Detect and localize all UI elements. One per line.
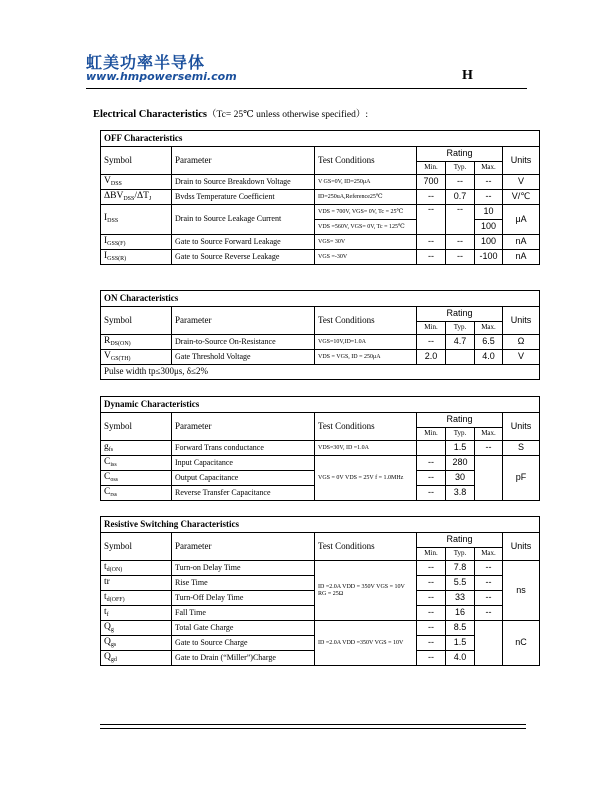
- symbol-cell: $V_{DSS}$: [101, 175, 172, 190]
- switching-characteristics-table: [100, 516, 540, 666]
- col-units: Units: [503, 147, 540, 175]
- typ-cell: 0.7: [446, 190, 475, 205]
- col-rating: Rating: [417, 307, 503, 322]
- typ-cell: --: [446, 235, 475, 250]
- min-cell: --: [417, 651, 446, 666]
- condition-cell: ID =2.0A VDD = 350V VGS = 10V RG = 25Ω: [315, 561, 417, 621]
- min-cell: --: [417, 636, 446, 651]
- col-rating: Rating: [417, 147, 503, 162]
- typ-cell: 5.5: [446, 576, 475, 591]
- symbol-cell: $C_{oss}$: [101, 471, 172, 486]
- col-symbol: Symbol: [101, 533, 172, 561]
- typ-cell: --: [446, 205, 475, 235]
- min-cell: --: [417, 471, 446, 486]
- typ-cell: 1.5: [446, 636, 475, 651]
- symbol-cell: $Q_{gs}$: [101, 636, 172, 651]
- condition-cell: VGS =-30V: [315, 250, 417, 265]
- typ-cell: 30: [446, 471, 475, 486]
- min-cell: 2.0: [417, 350, 446, 365]
- typ-cell: [446, 350, 475, 365]
- col-typ: Typ.: [446, 428, 475, 441]
- col-min: Min.: [417, 548, 446, 561]
- table-row: [101, 441, 540, 456]
- dynamic-title: Dynamic Characteristics: [101, 397, 540, 413]
- typ-cell: 3.8: [446, 486, 475, 501]
- symbol-cell: $V_{GS(TH)}$: [101, 350, 172, 365]
- parameter-cell: Total Gate Charge: [172, 621, 315, 636]
- condition-cell: VDS =560V, VGS= 0V, Tc = 125℃: [315, 220, 417, 235]
- min-cell: [417, 441, 446, 456]
- col-parameter: Parameter: [172, 307, 315, 335]
- symbol-cell: tr: [101, 576, 172, 591]
- condition-cell: VDS = 700V, VGS= 0V, Tc = 25℃: [315, 205, 417, 220]
- symbol-cell: $Q_{gd}$: [101, 651, 172, 666]
- typ-cell: 7.8: [446, 561, 475, 576]
- parameter-cell: Gate to Source Charge: [172, 636, 315, 651]
- symbol-cell: $Q_g$: [101, 621, 172, 636]
- max-cell: 6.5: [475, 335, 503, 350]
- min-cell: --: [417, 591, 446, 606]
- symbol-cell: $C_{iss}$: [101, 456, 172, 471]
- unit-cell: nA: [503, 250, 540, 265]
- section-title-condition: （Tc= 25℃ unless otherwise specified）:: [207, 110, 368, 120]
- header-rule: [86, 88, 527, 89]
- col-units: Units: [503, 533, 540, 561]
- parameter-cell: Gate to Drain (“Miller”)Charge: [172, 651, 315, 666]
- unit-cell: pF: [503, 456, 540, 501]
- symbol-cell: $t_{d(OFF)}$: [101, 591, 172, 606]
- col-conditions: Test Conditions: [315, 147, 417, 175]
- parameter-cell: Gate to Source Forward Leakage: [172, 235, 315, 250]
- company-website: www.hmpowersemi.com: [86, 70, 237, 83]
- symbol-cell: $I_{DSS}$: [101, 205, 172, 235]
- parameter-cell: Forward Trans conductance: [172, 441, 315, 456]
- max-cell: --: [475, 591, 503, 606]
- col-units: Units: [503, 413, 540, 441]
- section-title-text: Electrical Characteristics: [93, 109, 207, 120]
- col-units: Units: [503, 307, 540, 335]
- unit-cell: ns: [503, 561, 540, 621]
- parameter-cell: Reverse Transfer Capacitance: [172, 486, 315, 501]
- footer-rule-bottom: [100, 728, 526, 729]
- footer-rule-top: [100, 724, 526, 725]
- table-row: [101, 175, 540, 190]
- col-typ: Typ.: [446, 548, 475, 561]
- unit-cell: S: [503, 441, 540, 456]
- table-row: [101, 456, 540, 471]
- section-title: [93, 106, 368, 120]
- max-cell: --: [475, 561, 503, 576]
- typ-cell: 4.7: [446, 335, 475, 350]
- condition-cell: VGS = 0V VDS = 25V f = 1.0MHz: [315, 456, 417, 501]
- col-typ: Typ.: [446, 162, 475, 175]
- symbol-cell: $I_{GSS(R)}$: [101, 250, 172, 265]
- col-max: Max.: [475, 428, 503, 441]
- col-typ: Typ.: [446, 322, 475, 335]
- on-title: ON Characteristics: [101, 291, 540, 307]
- condition-cell: ID =2.0A VDD =350V VGS = 10V: [315, 621, 417, 666]
- parameter-cell: Rise Time: [172, 576, 315, 591]
- min-cell: --: [417, 335, 446, 350]
- max-cell: --: [475, 190, 503, 205]
- max-cell: 4.0: [475, 350, 503, 365]
- parameter-cell: Output Capacitance: [172, 471, 315, 486]
- unit-cell: nC: [503, 621, 540, 666]
- parameter-cell: Drain to Source Leakage Current: [172, 205, 315, 235]
- parameter-cell: Gate to Source Reverse Leakage: [172, 250, 315, 265]
- unit-cell: Ω: [503, 335, 540, 350]
- symbol-cell: $R_{DS(ON)}$: [101, 335, 172, 350]
- col-symbol: Symbol: [101, 413, 172, 441]
- max-cell: 10: [475, 205, 503, 220]
- table-row: [101, 561, 540, 576]
- condition-cell: VGS= 30V: [315, 235, 417, 250]
- condition-cell: VDS = VGS, ID = 250μA: [315, 350, 417, 365]
- table-row: [101, 335, 540, 350]
- col-max: Max.: [475, 548, 503, 561]
- header-letter: H: [462, 68, 473, 83]
- typ-cell: 8.5: [446, 621, 475, 636]
- condition-cell: VDS=30V, ID =1.0A: [315, 441, 417, 456]
- typ-cell: 4.0: [446, 651, 475, 666]
- col-parameter: Parameter: [172, 533, 315, 561]
- typ-cell: 280: [446, 456, 475, 471]
- col-conditions: Test Conditions: [315, 533, 417, 561]
- symbol-cell: $\Delta BV_{DSS}/\Delta T_J$: [101, 190, 172, 205]
- off-characteristics-table: [100, 130, 540, 265]
- off-title: OFF Characteristics: [101, 131, 540, 147]
- max-cell: 100: [475, 235, 503, 250]
- min-cell: --: [417, 621, 446, 636]
- max-cell: -100: [475, 250, 503, 265]
- min-cell: --: [417, 235, 446, 250]
- col-min: Min.: [417, 162, 446, 175]
- parameter-cell: Gate Threshold Voltage: [172, 350, 315, 365]
- parameter-cell: Drain-to-Source On-Resistance: [172, 335, 315, 350]
- col-rating: Rating: [417, 533, 503, 548]
- parameter-cell: Turn-on Delay Time: [172, 561, 315, 576]
- max-cell: --: [475, 175, 503, 190]
- unit-cell: V: [503, 175, 540, 190]
- switching-title: Resistive Switching Characteristics: [101, 517, 540, 533]
- typ-cell: 16: [446, 606, 475, 621]
- max-cell: --: [475, 576, 503, 591]
- dynamic-characteristics-table: [100, 396, 540, 501]
- parameter-cell: Fall Time: [172, 606, 315, 621]
- unit-cell: μA: [503, 205, 540, 235]
- min-cell: --: [417, 576, 446, 591]
- col-max: Max.: [475, 162, 503, 175]
- condition-cell: ID=250uA,Reference25℃: [315, 190, 417, 205]
- col-max: Max.: [475, 322, 503, 335]
- col-symbol: Symbol: [101, 307, 172, 335]
- unit-cell: V/℃: [503, 190, 540, 205]
- col-conditions: Test Conditions: [315, 413, 417, 441]
- col-parameter: Parameter: [172, 413, 315, 441]
- condition-cell: VGS=10V,ID=1.0A: [315, 335, 417, 350]
- col-min: Min.: [417, 428, 446, 441]
- table-row: [101, 190, 540, 205]
- company-logo-name: 虹美功率半导体: [86, 53, 206, 72]
- symbol-cell: $t_{d(ON)}$: [101, 561, 172, 576]
- parameter-cell: Turn-Off Delay Time: [172, 591, 315, 606]
- table-row: [101, 235, 540, 250]
- col-min: Min.: [417, 322, 446, 335]
- table-row: [101, 621, 540, 636]
- max-cell: --: [475, 441, 503, 456]
- table-row: [101, 350, 540, 365]
- symbol-cell: $C_{rss}$: [101, 486, 172, 501]
- max-cell: [475, 621, 503, 666]
- min-cell: 700: [417, 175, 446, 190]
- symbol-cell: $t_f$: [101, 606, 172, 621]
- parameter-cell: Bvdss Temperature Coefficient: [172, 190, 315, 205]
- min-cell: --: [417, 250, 446, 265]
- condition-cell: V GS=0V, ID=250μA: [315, 175, 417, 190]
- min-cell: --: [417, 190, 446, 205]
- on-characteristics-table: [100, 290, 540, 380]
- min-cell: --: [417, 606, 446, 621]
- typ-cell: 33: [446, 591, 475, 606]
- col-conditions: Test Conditions: [315, 307, 417, 335]
- col-parameter: Parameter: [172, 147, 315, 175]
- min-cell: --: [417, 205, 446, 235]
- typ-cell: --: [446, 250, 475, 265]
- unit-cell: nA: [503, 235, 540, 250]
- table-row: [101, 250, 540, 265]
- col-symbol: Symbol: [101, 147, 172, 175]
- symbol-cell: $g_{fs}$: [101, 441, 172, 456]
- min-cell: --: [417, 486, 446, 501]
- min-cell: --: [417, 561, 446, 576]
- parameter-cell: Drain to Source Breakdown Voltage: [172, 175, 315, 190]
- parameter-cell: Input Capacitance: [172, 456, 315, 471]
- pulse-note: Pulse width tp≤300μs, δ≤2%: [101, 365, 540, 380]
- symbol-cell: $I_{GSS(F)}$: [101, 235, 172, 250]
- col-rating: Rating: [417, 413, 503, 428]
- min-cell: --: [417, 456, 446, 471]
- max-cell: [475, 456, 503, 501]
- typ-cell: --: [446, 175, 475, 190]
- typ-cell: 1.5: [446, 441, 475, 456]
- table-row: [101, 205, 540, 220]
- max-cell: --: [475, 606, 503, 621]
- unit-cell: V: [503, 350, 540, 365]
- max-cell: 100: [475, 220, 503, 235]
